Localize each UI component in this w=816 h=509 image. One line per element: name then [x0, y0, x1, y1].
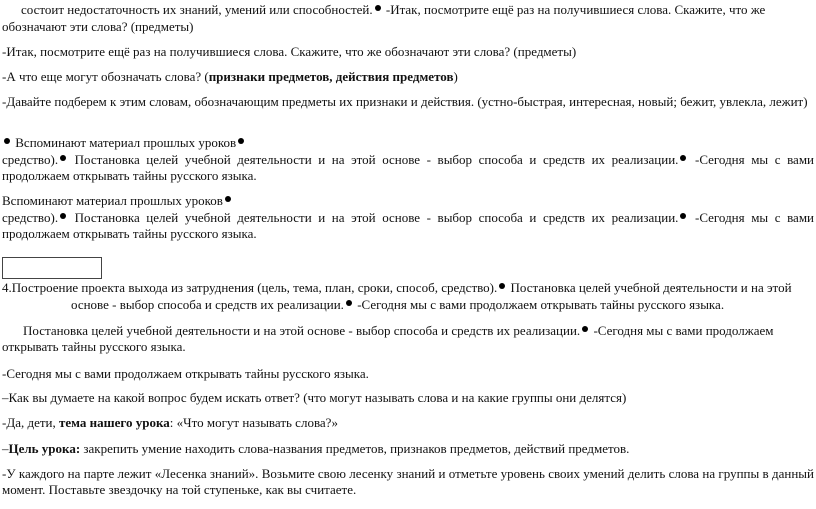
text-span: -Сегодня мы с вами продолжаем открывать тайны русского языка. — [2, 323, 774, 354]
text-span: средство). — [2, 210, 59, 225]
paragraph-step-4 — [2, 280, 814, 296]
paragraph-look-again — [2, 44, 814, 60]
paragraph-step-4-cont — [71, 297, 814, 313]
bold-text: Цель урока: — [8, 441, 81, 456]
paragraph-topic — [2, 415, 814, 431]
paragraph-question — [2, 390, 814, 406]
bullet-icon — [499, 283, 505, 289]
text-span: -Сегодня мы с вами продолжаем открывать тайны русского языка. — [353, 297, 725, 312]
text-span: -Итак, посмотрите ещё раз на получившиеся слова. Скажите, что же обозначают эти слова? (предметы) — [2, 44, 577, 59]
text-span: -Итак, посмотрите ещё раз на получившиеся слова. Скажите, что же — [382, 2, 766, 17]
bullet-icon — [60, 213, 66, 219]
bullet-icon — [225, 196, 231, 202]
paragraph-today — [2, 366, 814, 382]
text-span: Постановка целей учебной деятельности и на этой основе - выбор способа и средств их реализации. — [68, 210, 679, 225]
text-span: Постановка целей учебной деятельности и на этой основе - выбор способа и средств их реализации. — [23, 323, 581, 338]
text-span: – — [2, 441, 9, 456]
paragraph-goal — [2, 441, 814, 457]
text-span: -А что еще могут обозначать слова? ( — [2, 69, 209, 84]
paragraph-ladder — [2, 466, 814, 498]
paragraph-recall-2-title — [2, 193, 814, 209]
paragraph-pick-words — [2, 94, 814, 110]
text-span: Вспоминают материал прошлых уроков — [2, 193, 223, 208]
bullet-icon — [680, 213, 686, 219]
paragraph-what-else — [2, 69, 814, 85]
text-span: -У каждого на парте лежит «Лесенка знаний». Возьмите свою лесенку знаний и отметьте уровень своих умений делить слова на группы в данный момент. Поставьте звездочку на той ступеньке, как вы считаете. — [2, 466, 814, 497]
text-span: : «Что могут называть слова?» — [169, 415, 338, 430]
text-span: Постановка целей учебной деятельности и на этой основе - выбор способа и средств их реализации. — [68, 152, 679, 167]
paragraph-recall-2-body — [2, 210, 814, 242]
paragraph-recall-1-body — [2, 152, 814, 184]
text-span: обозначают эти слова? (предметы) — [2, 19, 194, 34]
text-span: –Как вы думаете на какой вопрос будем искать ответ? (что могут называть слова и на какие группы они делятся) — [2, 390, 627, 405]
bullet-icon — [582, 326, 588, 332]
text-span: -Сегодня мы с вами продолжаем открывать тайны русского языка. — [2, 366, 369, 381]
bullet-icon — [4, 138, 10, 144]
text-span: состоит недостаточность их знаний, умений или способностей. — [21, 2, 373, 17]
paragraph-intro — [21, 2, 814, 18]
text-span: закрепить умение находить слова-названия предметов, признаков предметов, действий предметов. — [80, 441, 630, 456]
bullet-icon — [346, 300, 352, 306]
text-span: Вспоминают материал прошлых уроков — [12, 135, 237, 150]
text-span: основе - выбор способа и средств их реализации. — [71, 297, 344, 312]
empty-frame — [2, 257, 102, 279]
bold-text: тема нашего урока — [59, 415, 170, 430]
text-span: средство). — [2, 152, 59, 167]
text-span: 4.Построение проекта выхода из затруднения (цель, тема, план, сроки, способ, средство). — [2, 280, 498, 295]
text-span: -Да, дети, — [2, 415, 59, 430]
text-span: Постановка целей учебной деятельности и на этой — [507, 280, 792, 295]
paragraph-intro-cont — [2, 19, 814, 35]
text-span: -Давайте подберем к этим словам, обозначающим предметы их признаки и действия. (устно-быстрая, интересная, новый; бежит, увлекла, лежит) — [2, 94, 808, 109]
text-span: -Сегодня мы с вами продолжаем открывать тайны русского языка. — [2, 152, 814, 183]
bullet-icon — [375, 5, 381, 11]
bullet-icon — [60, 155, 66, 161]
bullet-icon — [238, 138, 244, 144]
paragraph-recall-1-title — [2, 135, 814, 151]
paragraph-goals — [2, 323, 814, 355]
bold-text: признаки предметов, действия предметов — [208, 69, 454, 84]
text-span: -Сегодня мы с вами продолжаем открывать тайны русского языка. — [2, 210, 814, 241]
bullet-icon — [680, 155, 686, 161]
text-span: ) — [453, 69, 458, 84]
